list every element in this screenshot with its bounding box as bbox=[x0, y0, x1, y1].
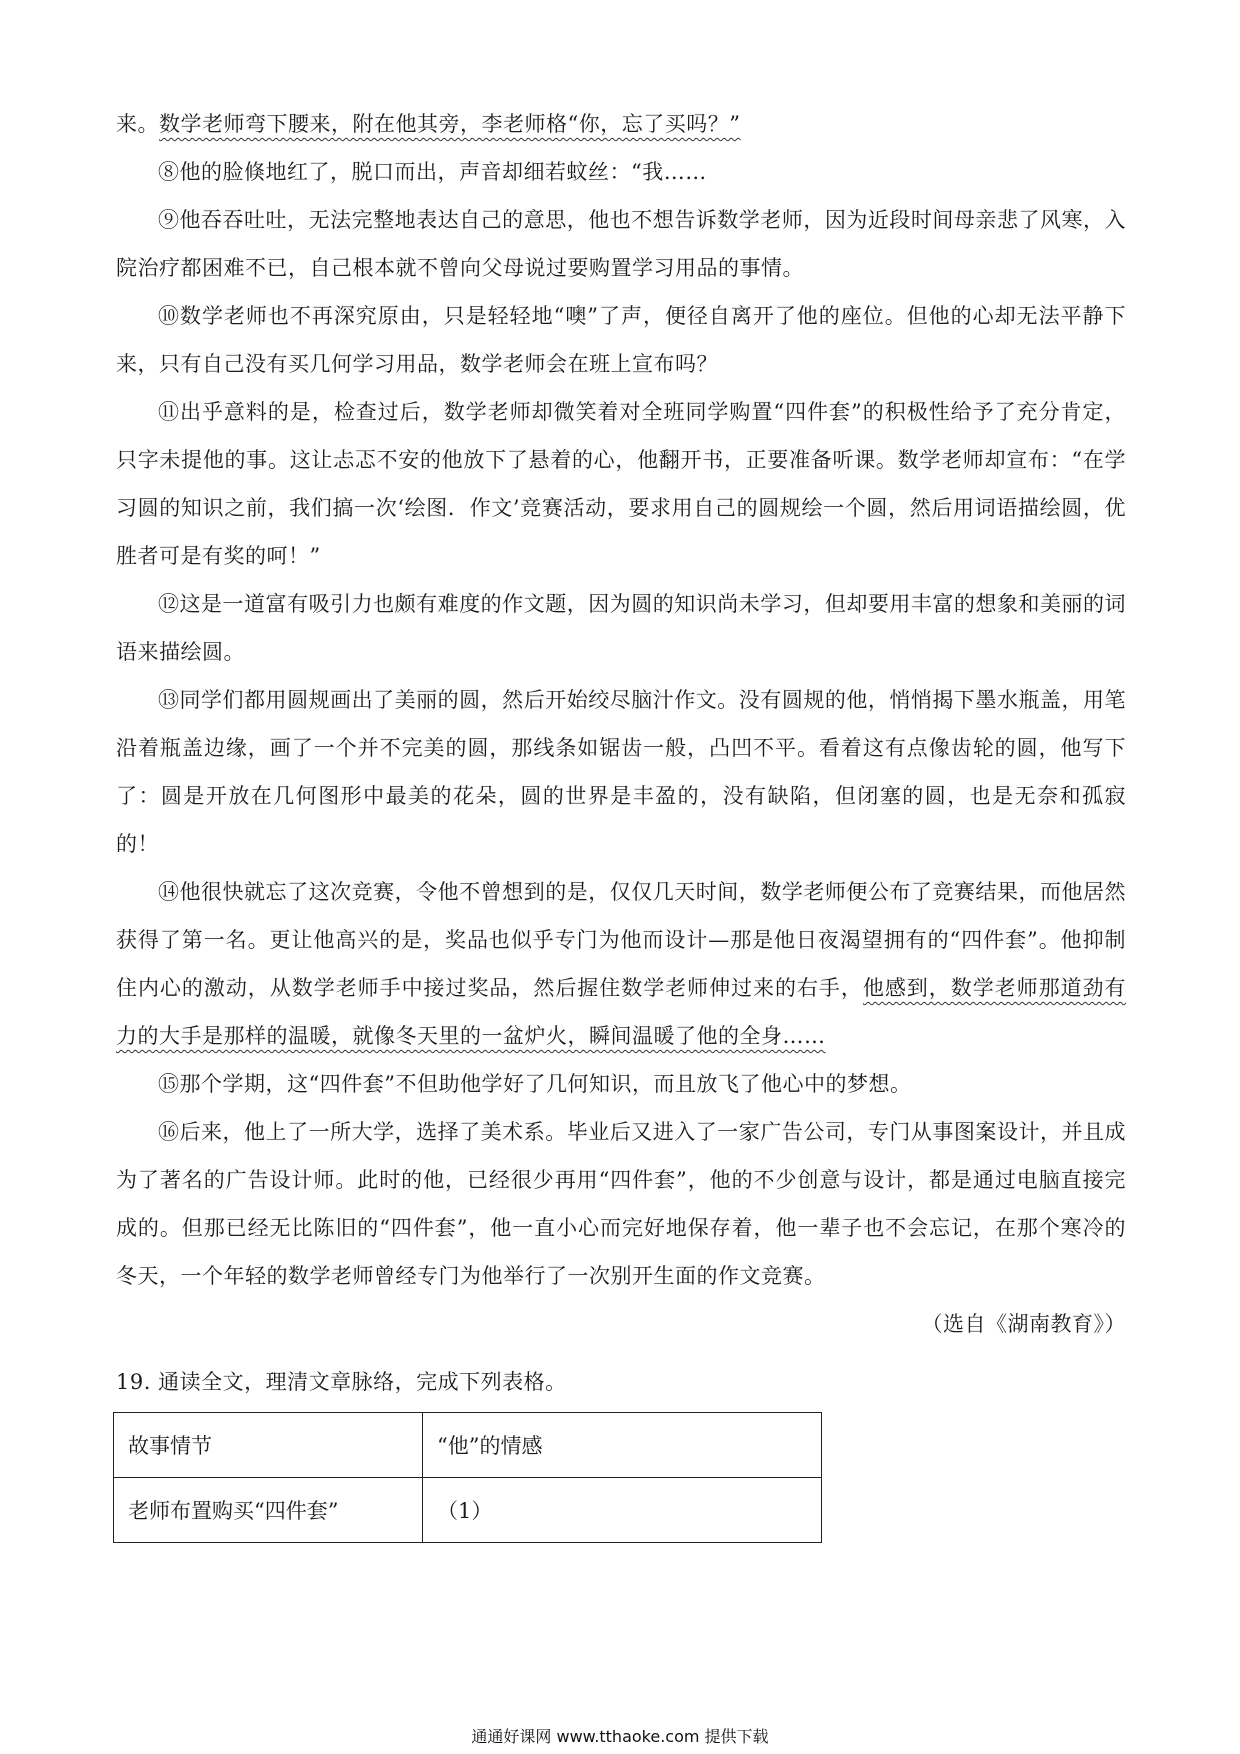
table-header-cell: “他”的情感 bbox=[423, 1413, 822, 1478]
paragraph-14-wavy-underlined: 他感到，数学老师那道劲有力的大手是那样的温暖，就像冬天里的一盆炉火，瞬间温暖了他的全身…… bbox=[116, 976, 1127, 1048]
paragraph-7-continuation bbox=[116, 100, 1126, 148]
paragraph-10: ⑩数学老师也不再深究原由，只是轻轻地“噢”了声，便径自离开了他的座位。但他的心却无法平静下来，只有自己没有买几何学习用品，数学老师会在班上宣布吗？ bbox=[116, 304, 1126, 376]
table-header-cell: 故事情节 bbox=[114, 1413, 423, 1478]
paragraph-12: ⑫这是一道富有吸引力也颇有难度的作文题，因为圆的知识尚未学习，但却要用丰富的想象和美丽的词语来描绘圆。 bbox=[116, 592, 1126, 664]
table-header-row bbox=[114, 1413, 822, 1478]
paragraph-16: ⑯后来，他上了一所大学，选择了美术系。毕业后又进入了一家广告公司，专门从事图案设计，并且成为了著名的广告设计师。此时的他，已经很少再用“四件套”，他的不少创意与设计，都是通过电脑直接完成的。但那已经无比陈旧的“四件套”，他一直小心而完好地保存着，他一辈子也不会忘记，在那个寒冷的冬天，一个年轻的数学老师曾经专门为他举行了一次别开生面的作文竞赛。 bbox=[116, 1120, 1126, 1288]
paragraph-15: ⑮那个学期，这“四件套”不但助他学好了几何知识，而且放飞了他心中的梦想。 bbox=[158, 1072, 912, 1096]
page-footer: 通通好课网 www.tthaoke.com 提供下载 bbox=[471, 1727, 769, 1746]
paragraph-11: ⑪出乎意料的是，检查过后，数学老师却微笑着对全班同学购置“四件套”的积极性给予了充分肯定，只字未提他的事。这让忐忑不安的他放下了悬着的心，他翻开书，正要准备听课。数学老师却宣布：“在学习圆的知识之前，我们搞一次‘绘图．作文’竞赛活动，要求用自己的圆规绘一个圆，然后用词语描绘圆，优胜者可是有奖的呵！” bbox=[116, 400, 1126, 568]
paragraph-7-plain: 来。 bbox=[116, 112, 159, 136]
paragraph-9: ⑨他吞吞吐吐，无法完整地表达自己的意思，他也不想告诉数学老师，因为近段时间母亲悲了风寒，入院治疗都困难不已，自己根本就不曾向父母说过要购置学习用品的事情。 bbox=[116, 208, 1126, 280]
paragraph-13: ⑬同学们都用圆规画出了美丽的圆，然后开始绞尽脑汁作文。没有圆规的他，悄悄揭下墨水瓶盖，用笔沿着瓶盖边缘，画了一个并不完美的圆，那线条如锯齿一般，凸凹不平。看着这有点像齿轮的圆，他写下了：圆是开放在几何图形中最美的花朵，圆的世界是丰盈的，没有缺陷，但闭塞的圆，也是无奈和孤寂的！ bbox=[116, 688, 1126, 856]
paragraph-8: ⑧他的脸倏地红了，脱口而出，声音却细若蚊丝：“我…… bbox=[158, 160, 707, 184]
paragraph-7-wavy-underlined: 数学老师弯下腰来，附在他其旁，李老师格“你，忘了买吗？” bbox=[159, 112, 741, 136]
question-19: 19. 通读全文，理清文章脉络，完成下列表格。 bbox=[116, 1370, 567, 1394]
paragraph-14 bbox=[116, 868, 1126, 1060]
source-citation: （选自《湖南教育》） bbox=[921, 1312, 1126, 1336]
table-cell: （1） bbox=[423, 1478, 822, 1543]
table-cell: 老师布置购买“四件套” bbox=[114, 1478, 423, 1543]
paragraph-14-plain: ⑭他很快就忘了这次竞赛，令他不曾想到的是，仅仅几天时间，数学老师便公布了竞赛结果，而他居然获得了第一名。更让他高兴的是，奖品也似乎专门为他而设计—那是他日夜渴望拥有的“四件套”。他抑制住内心的激动，从数学老师手中接过奖品，然后握住数学老师伸过来的右手， bbox=[116, 880, 1126, 1000]
document-page bbox=[116, 100, 1126, 1543]
table-row bbox=[114, 1478, 822, 1543]
answer-table bbox=[113, 1412, 822, 1543]
